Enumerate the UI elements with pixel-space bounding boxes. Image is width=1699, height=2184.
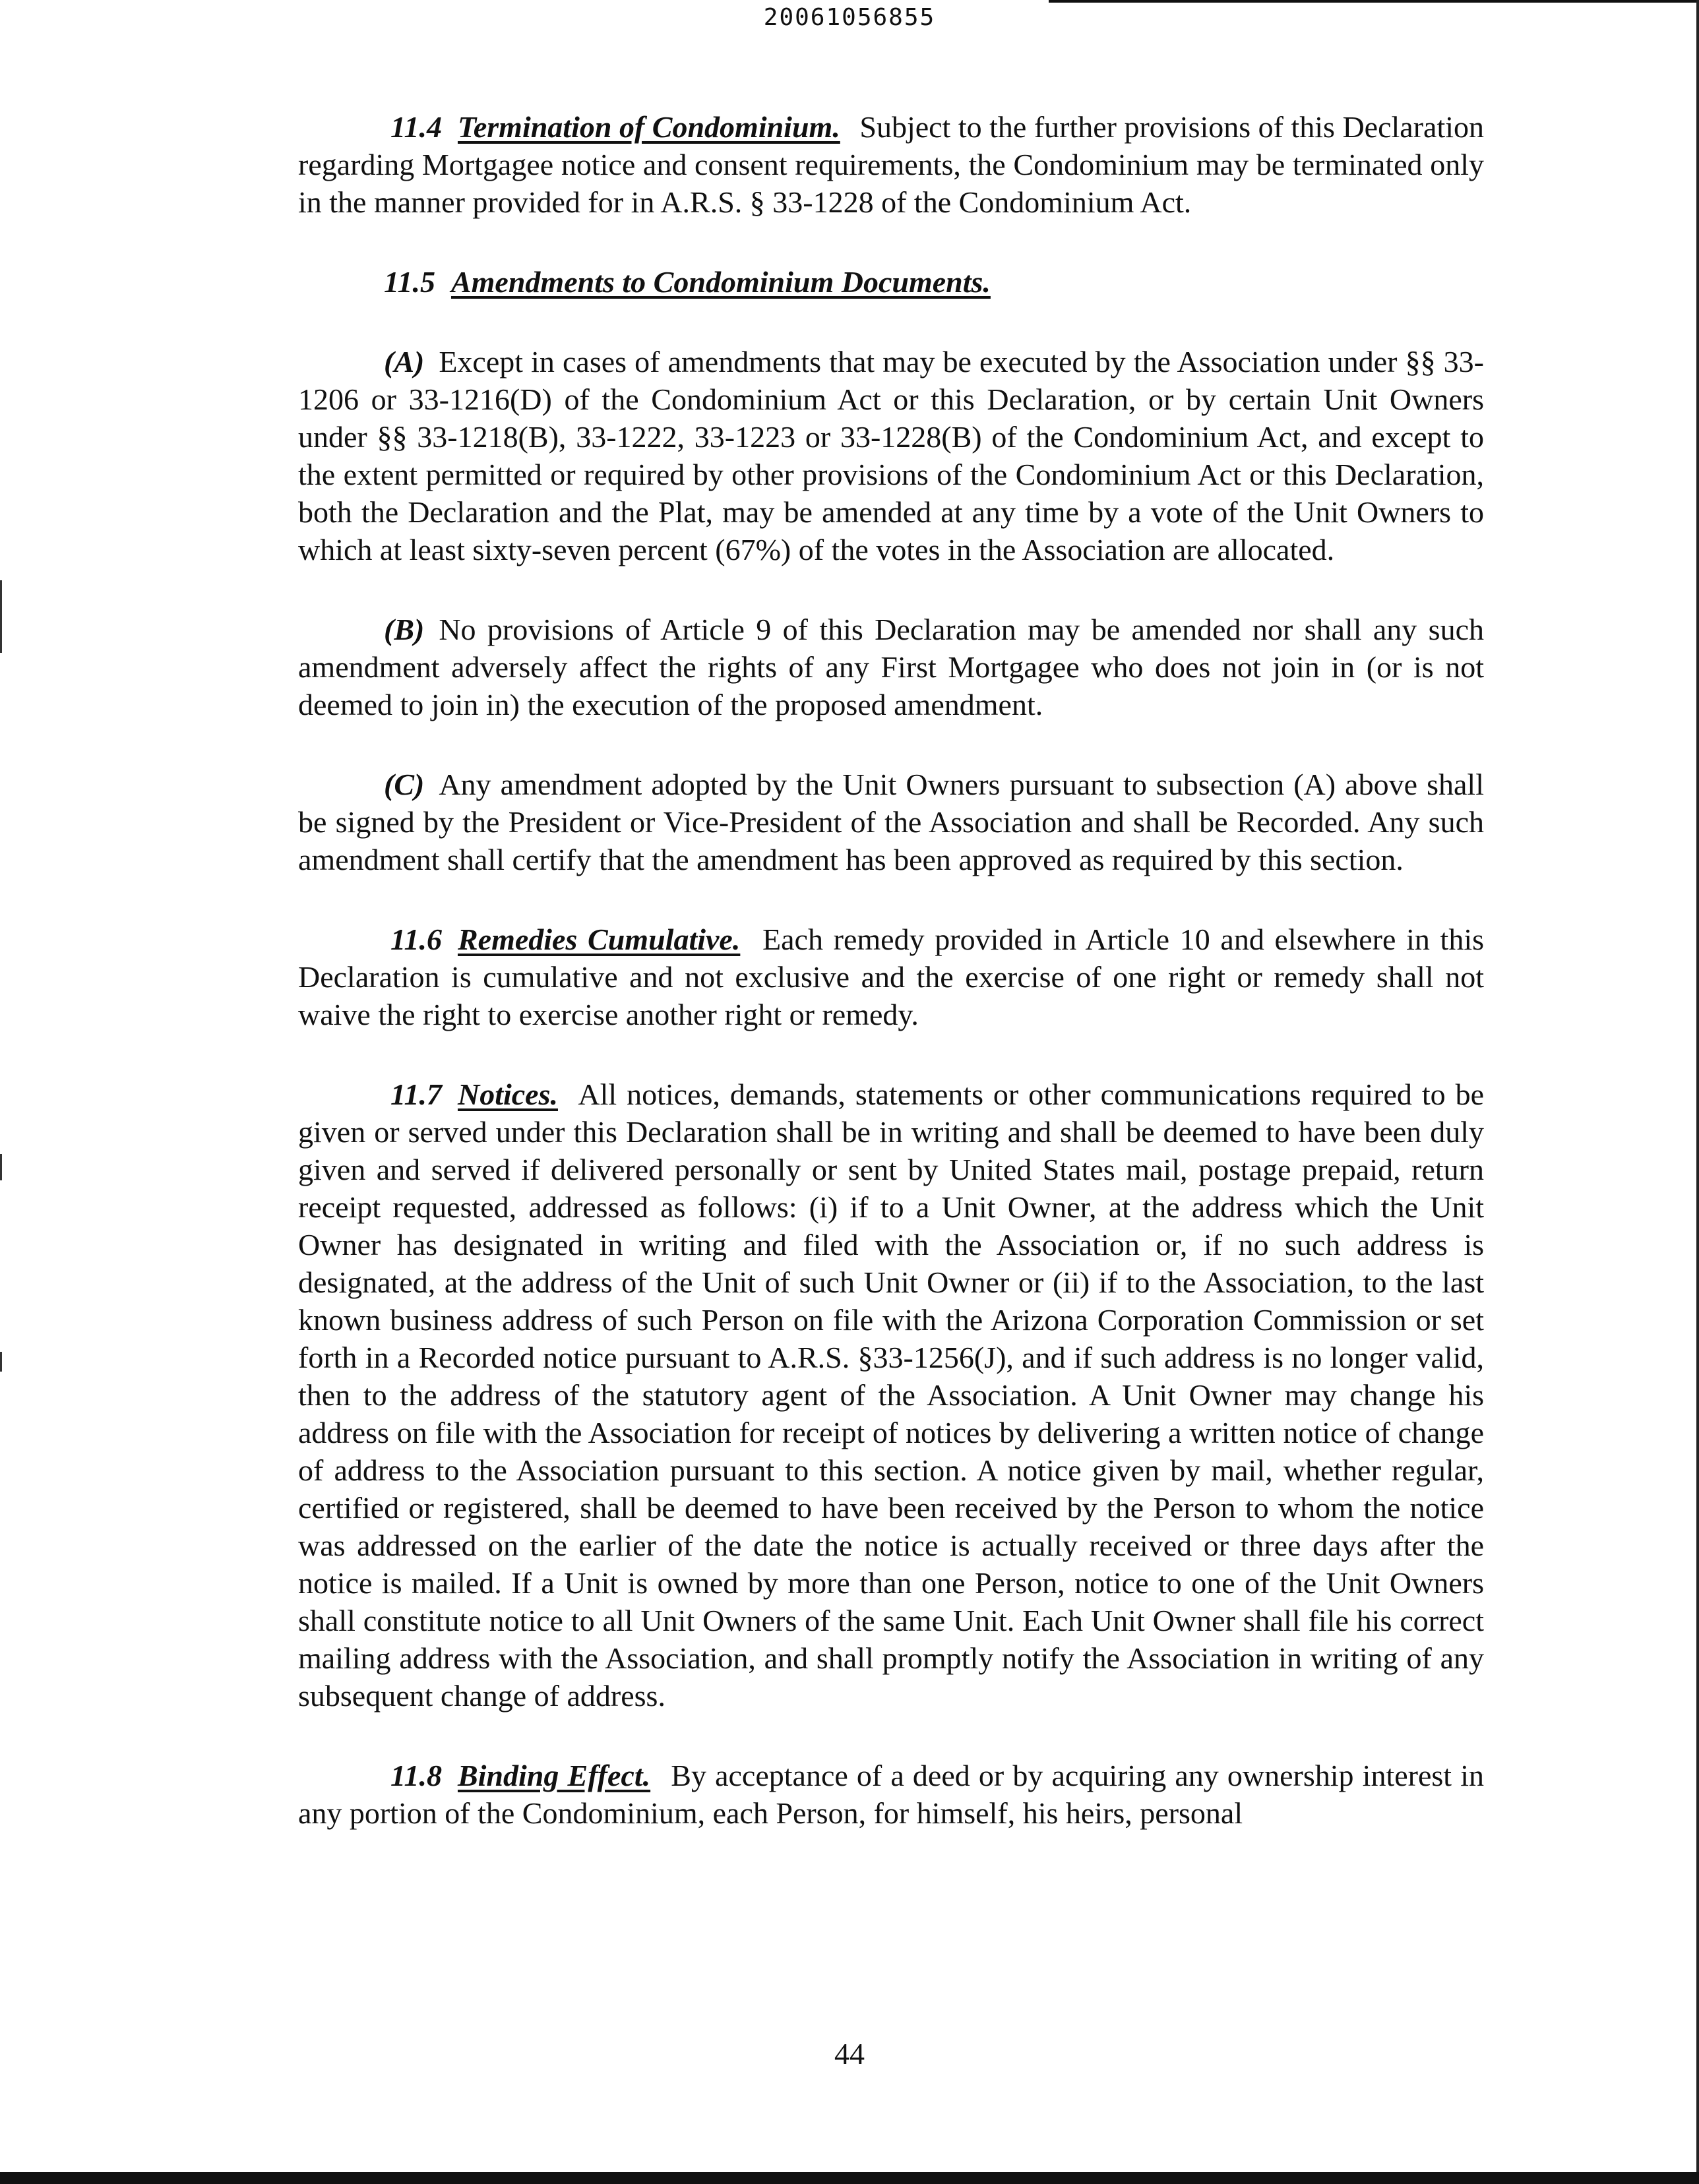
- section-number: 11.4: [390, 110, 442, 144]
- subsection-11-5-a: [298, 343, 1484, 568]
- scan-margin-mark: [0, 580, 2, 653]
- section-11-6: [298, 921, 1484, 1033]
- subsection-text: Any amendment adopted by the Unit Owners pursuant to subsection (A) above shall be signed by the President or Vice-President of the Association and shall be Recorded. Any such amendment shall certify that the amendment has been approved as required by this section.: [298, 768, 1484, 876]
- subsection-11-5-b: [298, 611, 1484, 723]
- section-title: Remedies Cumulative.: [457, 923, 741, 956]
- section-title: Binding Effect.: [457, 1759, 651, 1792]
- section-text: By acceptance of a deed or by acquiring any ownership interest in any portion of the Condominium, each Person, for himself, his heirs, personal: [298, 1759, 1484, 1830]
- section-text: All notices, demands, statements or other communications required to be given or served under this Declaration shall be in writing and shall be deemed to have been duly given and served if delivered personally or sent by United States mail, postage prepaid, return receipt requested, addressed as follows: (i) if to a Unit Owner, at the address which the Unit Owner has designated in writing and filed with the Association or, if no such address is designated, at the address of the Unit of such Unit Owner or (ii) if to the Association, to the last known business address of such Person on file with the Arizona Corporation Commission or set forth in a Recorded notice pursuant to A.R.S. §33-1256(J), and if such address is no longer valid, then to the address of the statutory agent of the Association. A Unit Owner may change his address on file with the Association for receipt of notices by delivering a written notice of change of address to the Association pursuant to this section. A notice given by mail, whether regular, certified or registered, shall be deemed to have been received by the Person to whom the notice was addressed on the earlier of the date the notice is actually received or three days after the notice is mailed. If a Unit is owned by more than one Person, notice to one of the Unit Owners shall constitute notice to all Unit Owners of the same Unit. Each Unit Owner shall file his correct mailing address with the Association, and shall promptly notify the Association in writing of any subsequent change of address.: [298, 1077, 1484, 1713]
- section-number: 11.8: [390, 1759, 442, 1792]
- section-title: Amendments to Condominium Documents.: [450, 265, 991, 299]
- page-number: 44: [834, 2037, 865, 2071]
- top-border-line: [1049, 0, 1699, 3]
- subsection-label: (B): [384, 613, 425, 646]
- section-title: Termination of Condominium.: [457, 110, 840, 144]
- subsection-text: Except in cases of amendments that may be executed by the Association under §§ 33-1206 or 33-1216(D) of the Condominium Act or this Declaration, or by certain Unit Owners under §§ 33-1218(B), 33-1222, 33-1223 or 33-1228(B) of the Condominium Act, and except to the extent permitted or required by other provisions of the Condominium Act or this Declaration, both the Declaration and the Plat, may be amended at any time by a vote of the Unit Owners to which at least sixty-seven percent (67%) of the votes in the Association are allocated.: [298, 345, 1484, 566]
- section-11-8: [298, 1757, 1484, 1832]
- section-text: Each remedy provided in Article 10 and elsewhere in this Declaration is cumulative and not exclusive and the exercise of one right or remedy shall not waive the right to exercise another right or remedy.: [298, 923, 1484, 1031]
- subsection-label: (C): [384, 768, 425, 801]
- section-title: Notices.: [457, 1077, 558, 1111]
- document-recording-number: 20061056855: [763, 4, 936, 31]
- section-number: 11.7: [390, 1077, 442, 1111]
- subsection-11-5-c: [298, 766, 1484, 878]
- document-body: [298, 108, 1484, 1832]
- subsection-label: (A): [384, 345, 425, 379]
- scan-margin-mark: [0, 1154, 2, 1180]
- section-11-4: [298, 108, 1484, 221]
- section-11-5-heading: [298, 263, 1484, 301]
- section-number: 11.6: [390, 923, 442, 956]
- bottom-border-bar: [0, 2172, 1699, 2184]
- right-border-line: [1696, 0, 1699, 2184]
- section-11-7: [298, 1076, 1484, 1714]
- subsection-text: No provisions of Article 9 of this Declaration may be amended nor shall any such amendment adversely affect the rights of any First Mortgagee who does not join in (or is not deemed to join in) the execution of the proposed amendment.: [298, 613, 1484, 721]
- section-text: Subject to the further provisions of this Declaration regarding Mortgagee notice and consent requirements, the Condominium may be terminated only in the manner provided for in A.R.S. § 33-1228 of the Condominium Act.: [298, 110, 1485, 219]
- scan-margin-mark: [0, 1352, 2, 1372]
- section-number: 11.5: [384, 265, 435, 299]
